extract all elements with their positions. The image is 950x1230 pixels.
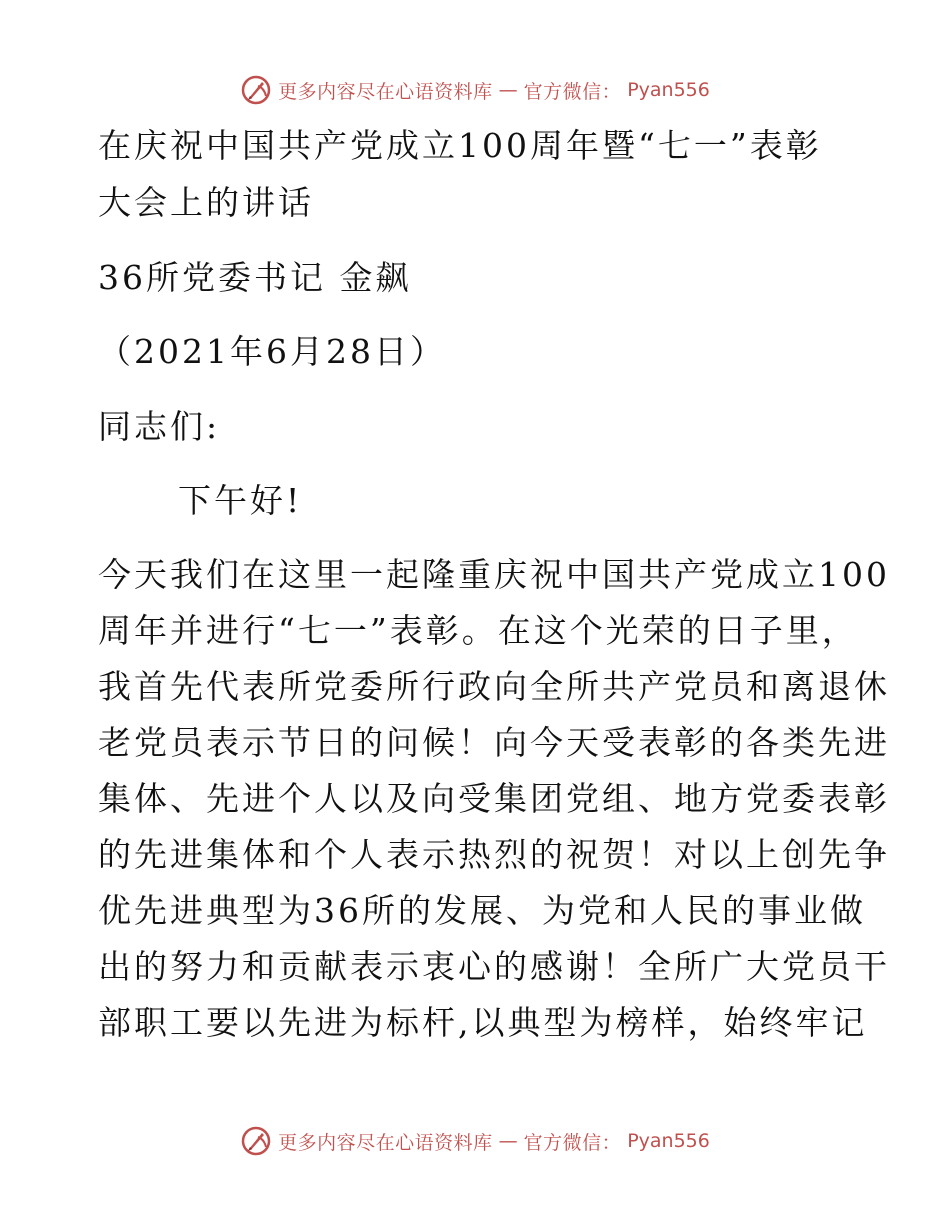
watermark-group: [240, 74, 710, 106]
body-line-4: 老党员表示节日的问候！向今天受表彰的各类先进: [98, 723, 890, 762]
body-line-2: 周年并进行“七一”表彰。在这个光荣的日子里，: [98, 611, 858, 650]
header-watermark: [0, 70, 950, 110]
watermark-wechat-label: 官方微信：: [523, 80, 622, 103]
greeting-line: 下午好!: [178, 481, 303, 520]
body-line-5: 集体、先进个人以及向受集团党组、地方党委表彰: [98, 779, 890, 818]
watermark-separator: —: [498, 1130, 518, 1152]
watermark-separator: —: [498, 79, 518, 101]
title-line-1: 在庆祝中国共产党成立100周年暨“七一”表彰: [98, 126, 822, 165]
watermark-text: 更多内容尽在心语资料库: [278, 80, 493, 103]
salutation-line: 同志们:: [98, 407, 221, 446]
watermark-wechat-id: Pyan556: [627, 79, 710, 101]
body-line-1: 今天我们在这里一起隆重庆祝中国共产党成立100: [98, 555, 890, 594]
body-line-3: 我首先代表所党委所行政向全所共产党员和离退休: [98, 667, 890, 706]
author-line: 36所党委书记 金飙: [98, 258, 412, 297]
watermark-group: [240, 1125, 710, 1157]
watermark-wechat-label: 官方微信：: [523, 1131, 622, 1154]
date-line: （2021年6月28日）: [98, 332, 446, 371]
body-line-7: 优先进典型为36所的发展、为党和人民的事业做: [98, 891, 866, 930]
body-line-9: 部职工要以先进为标杆,以典型为榜样，始终牢记: [98, 1003, 868, 1042]
body-line-8: 出的努力和贡献表示衷心的感谢！全所广大党员干: [98, 947, 890, 986]
footer-watermark: [0, 1121, 950, 1161]
watermark-text: 更多内容尽在心语资料库: [278, 1131, 493, 1154]
quill-logo-icon: [240, 1125, 272, 1157]
watermark-wechat-id: Pyan556: [627, 1130, 710, 1152]
body-line-6: 的先进集体和个人表示热烈的祝贺！对以上创先争: [98, 835, 890, 874]
title-line-2: 大会上的讲话: [98, 183, 314, 222]
quill-logo-icon: [240, 74, 272, 106]
